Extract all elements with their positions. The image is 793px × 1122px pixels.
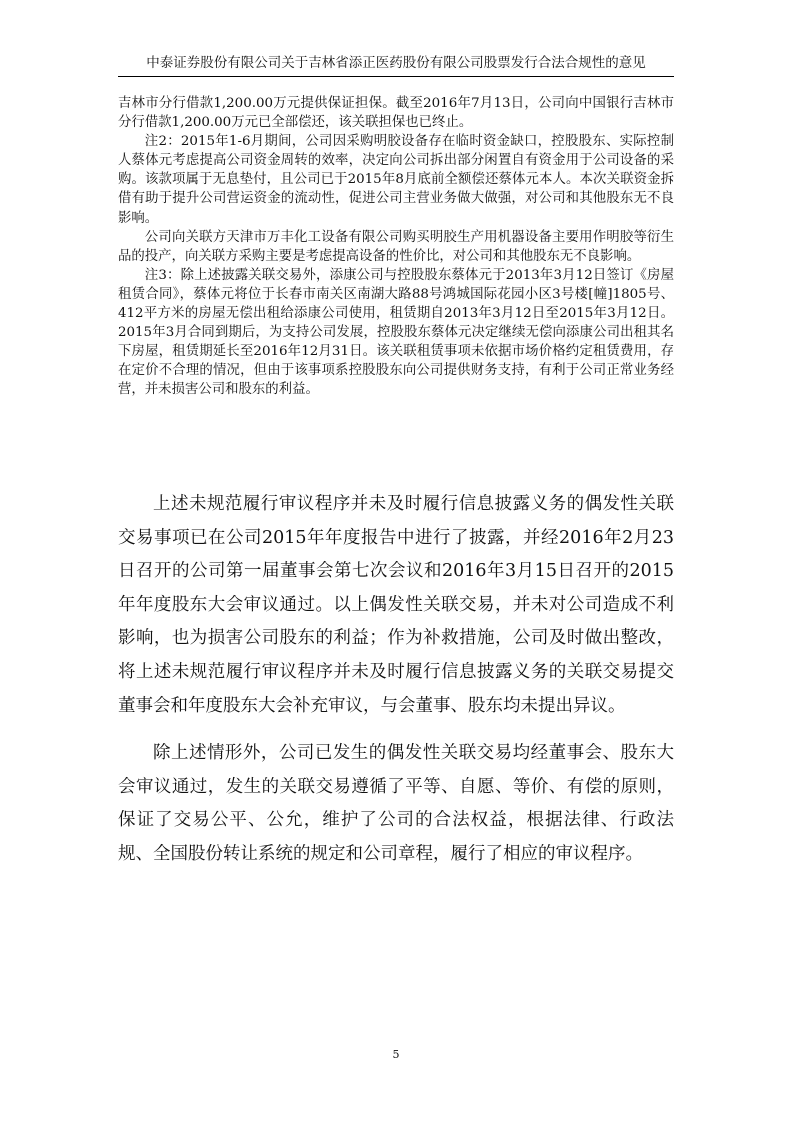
page-header: 中泰证券股份有限公司关于吉林省添正医药股份有限公司股票发行合法合规性的意见: [146, 55, 646, 71]
note-2-supplement-paragraph: 公司向关联方天津市万丰化工设备有限公司购买明胶生产用机器设备主要用作明胶等衍生品的投产，向关联方采购主要是考虑提高设备的性价比，对公司和其他股东无不良影响。: [118, 229, 674, 264]
note-3-paragraph: 注3：除上述披露关联交易外，添康公司与控股股东蔡体元于2013年3月12日签订《房屋租赁合同》，蔡体元将位于长春市南关区南湖大路88号鸿城国际花园小区3号楼[幢]1805号、412平方米的房屋无偿出租给添康公司使用，租赁期自2013年3月12日至2015年3月12日。2015年3月合同到期后，为支持公司发展，控股股东蔡体元决定继续无偿向添康公司出租其名下房屋，租赁期延长至2016年12月31日。该关联租赁事项未依据市场价格约定租赁费用，存在定价不合理的情况，但由于该事项系控股股东向公司提供财务支持，有利于公司正常业务经营，并未损害公司和股东的利益。: [118, 267, 674, 398]
body-section: [118, 488, 674, 872]
page-number: 5: [392, 1048, 400, 1061]
note-2-paragraph: 注2：2015年1-6月期间，公司因采购明胶设备存在临时资金缺口，控股股东、实际控制人蔡体元考虑提高公司资金周转的效率，决定向公司拆出部分闲置自有资金用于公司设备的采购。该款项属于无息垫付，且公司已于2015年8月底前全额偿还蔡体元本人。本次关联资金拆借有助于提升公司营运资金的流动性，促进公司主营业务做大做强，对公司和其他股东无不良影响。: [118, 134, 674, 226]
notes-section: [118, 94, 674, 400]
header-divider: [118, 76, 674, 77]
body-paragraph-conclusion: 除上述情形外，公司已发生的偶发性关联交易均经董事会、股东大会审议通过，发生的关联交易遵循了平等、自愿、等价、有偿的原则，保证了交易公平、公允，维护了公司的合法权益，根据法律、行政法规、全国股份转让系统的规定和公司章程，履行了相应的审议程序。: [118, 743, 674, 864]
body-paragraph-related-transactions: 上述未规范履行审议程序并未及时履行信息披露义务的偶发性关联交易事项已在公司2015年年度报告中进行了披露，并经2016年2月23日召开的公司第一届董事会第七次会议和2016年3月15日召开的2015年年度股东大会审议通过。以上偶发性关联交易，并未对公司造成不利影响，也为损害公司股东的利益；作为补救措施，公司及时做出整改，将上述未规范履行审议程序并未及时履行信息披露义务的关联交易提交董事会和年度股东大会补充审议，与会董事、股东均未提出异议。: [118, 494, 674, 716]
note-continuation-paragraph: 吉林市分行借款1,200.00万元提供保证担保。截至2016年7月13日，公司向中国银行吉林市分行借款1,200.00万元已全部偿还，该关联担保也已终止。: [118, 96, 674, 131]
